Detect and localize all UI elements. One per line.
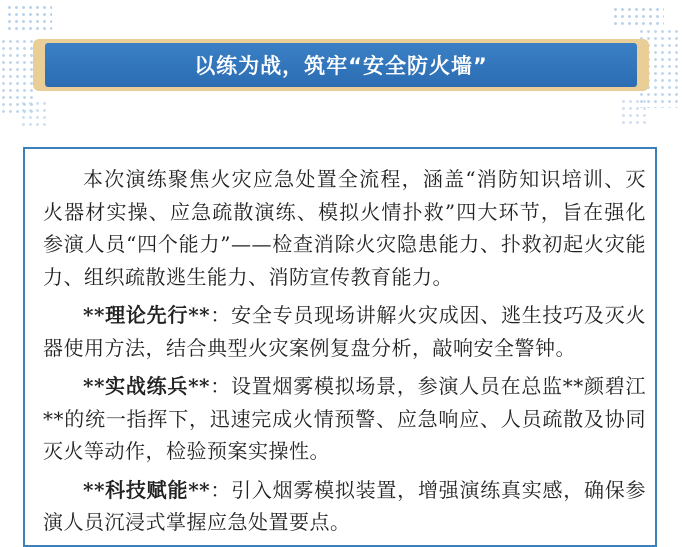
title-banner [45, 43, 637, 87]
paragraph-tech [43, 474, 646, 539]
paragraph-lead: **实战练兵** [83, 374, 211, 398]
paragraph-body: ：安全专员现场讲解火灾成因、逃生技巧及灭火器使用方法，结合典型火灾案例复盘分析，敲响安全警钟。 [43, 303, 647, 360]
section-title: 以练为战，筑牢“安全防火墙” [194, 54, 488, 78]
decorative-dots-left [20, 100, 48, 126]
intro-paragraph: 本次演练聚焦火灾应急处置全流程，涵盖“消防知识培训、灭火器材实操、应急疏散演练、模拟火情扑救”四大环节，旨在强化参演人员“四个能力”——检查消除火灾隐患能力、扑救初起火灾能力、组织疏散逃生能力、消防宣传教育能力。 [43, 167, 646, 289]
decorative-dots-right [612, 6, 664, 28]
paragraph-drill [43, 370, 646, 468]
paragraph-lead: **理论先行** [83, 303, 211, 327]
article-content [43, 163, 646, 545]
paragraph-body: ：设置烟雾模拟场景，参演人员在总监**颜碧江**的统一指挥下，迅速完成火情预警、应急响应、人员疏散及协同灭火等动作，检验预案实操性。 [43, 374, 647, 463]
decorative-dots-left [6, 4, 52, 30]
decorative-dots-right [620, 98, 650, 124]
paragraph-lead: **科技赋能** [83, 477, 211, 502]
paragraph-theory [43, 299, 646, 364]
paragraph-body: ：引入烟雾模拟装置，增强演练真实感，确保参演人员沉浸式掌握应急处置要点。 [43, 477, 647, 534]
